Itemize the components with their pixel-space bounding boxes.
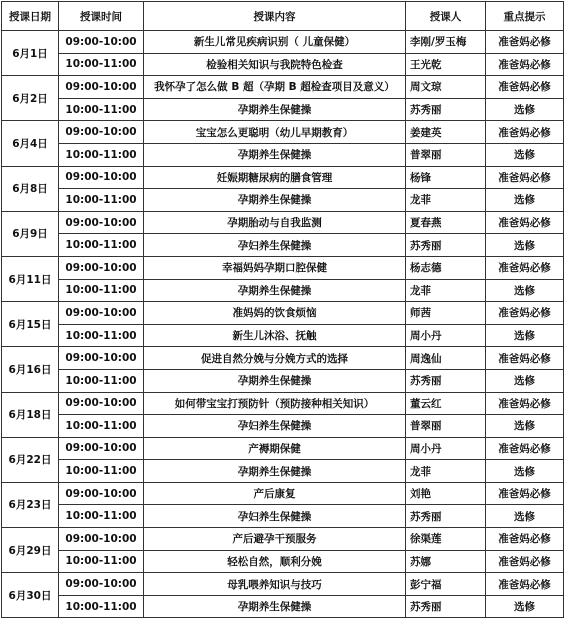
lecturer-cell: 徐渠莲 xyxy=(406,528,486,551)
table-row xyxy=(2,31,564,54)
topic-cell: 孕期养生保健操 xyxy=(144,143,406,166)
tag-cell: 准爸妈必修 xyxy=(486,121,564,144)
lecturer-cell: 苏秀丽 xyxy=(406,505,486,528)
lecturer-cell: 周小丹 xyxy=(406,437,486,460)
lecturer-cell: 周小丹 xyxy=(406,324,486,347)
date-cell: 6月11日 xyxy=(2,256,59,301)
tag-cell: 准爸妈必修 xyxy=(486,53,564,76)
topic-cell: 产褥期保健 xyxy=(144,437,406,460)
time-cell: 10:00-11:00 xyxy=(59,595,144,618)
time-cell: 10:00-11:00 xyxy=(59,550,144,573)
topic-cell: 孕期胎动与自我监测 xyxy=(144,211,406,234)
topic-cell: 孕期养生保健操 xyxy=(144,369,406,392)
date-cell: 6月4日 xyxy=(2,121,59,166)
lecturer-cell: 周文琼 xyxy=(406,76,486,99)
table-row xyxy=(2,143,564,166)
schedule-table xyxy=(1,1,564,618)
table-row xyxy=(2,595,564,618)
time-cell: 09:00-10:00 xyxy=(59,347,144,370)
table-row xyxy=(2,369,564,392)
header-topic: 授课内容 xyxy=(144,2,406,31)
tag-cell: 选修 xyxy=(486,279,564,302)
table-row xyxy=(2,166,564,189)
header-tag: 重点提示 xyxy=(486,2,564,31)
time-cell: 09:00-10:00 xyxy=(59,166,144,189)
tag-cell: 准爸妈必修 xyxy=(486,302,564,325)
date-cell: 6月2日 xyxy=(2,76,59,121)
header-time: 授课时间 xyxy=(59,2,144,31)
tag-cell: 准爸妈必修 xyxy=(486,573,564,596)
table-row xyxy=(2,302,564,325)
time-cell: 10:00-11:00 xyxy=(59,460,144,483)
table-row xyxy=(2,211,564,234)
date-cell: 6月16日 xyxy=(2,347,59,392)
topic-cell: 孕期养生保健操 xyxy=(144,98,406,121)
date-cell: 6月29日 xyxy=(2,528,59,573)
table-row xyxy=(2,234,564,257)
table-row xyxy=(2,189,564,212)
lecturer-cell: 王光乾 xyxy=(406,53,486,76)
date-cell: 6月9日 xyxy=(2,211,59,256)
lecturer-cell: 普翠丽 xyxy=(406,143,486,166)
time-cell: 09:00-10:00 xyxy=(59,482,144,505)
time-cell: 09:00-10:00 xyxy=(59,437,144,460)
time-cell: 09:00-10:00 xyxy=(59,302,144,325)
time-cell: 09:00-10:00 xyxy=(59,31,144,54)
date-cell: 6月22日 xyxy=(2,437,59,482)
time-cell: 09:00-10:00 xyxy=(59,211,144,234)
lecturer-cell: 师茜 xyxy=(406,302,486,325)
table-row xyxy=(2,460,564,483)
topic-cell: 孕妇养生保健操 xyxy=(144,415,406,438)
time-cell: 10:00-11:00 xyxy=(59,143,144,166)
tag-cell: 准爸妈必修 xyxy=(486,528,564,551)
header-row xyxy=(2,2,564,31)
lecturer-cell: 苏秀丽 xyxy=(406,234,486,257)
table-row xyxy=(2,256,564,279)
topic-cell: 孕期养生保健操 xyxy=(144,189,406,212)
topic-cell: 宝宝怎么更聪明（幼儿早期教育） xyxy=(144,121,406,144)
topic-cell: 检验相关知识与我院特色检查 xyxy=(144,53,406,76)
tag-cell: 选修 xyxy=(486,98,564,121)
time-cell: 09:00-10:00 xyxy=(59,573,144,596)
lecturer-cell: 李刚/罗玉梅 xyxy=(406,31,486,54)
lecturer-cell: 龙菲 xyxy=(406,189,486,212)
schedule-page xyxy=(0,1,564,636)
topic-cell: 准妈妈的饮食烦恼 xyxy=(144,302,406,325)
tag-cell: 选修 xyxy=(486,415,564,438)
topic-cell: 孕妇养生保健操 xyxy=(144,505,406,528)
table-row xyxy=(2,76,564,99)
lecturer-cell: 普翠丽 xyxy=(406,415,486,438)
date-cell: 6月15日 xyxy=(2,302,59,347)
tag-cell: 选修 xyxy=(486,143,564,166)
table-row xyxy=(2,53,564,76)
lecturer-cell: 苏秀丽 xyxy=(406,595,486,618)
table-row xyxy=(2,415,564,438)
topic-cell: 母乳喂养知识与技巧 xyxy=(144,573,406,596)
table-row xyxy=(2,482,564,505)
header-lecturer: 授课人 xyxy=(406,2,486,31)
lecturer-cell: 苏秀丽 xyxy=(406,369,486,392)
tag-cell: 准爸妈必修 xyxy=(486,256,564,279)
lecturer-cell: 杨志德 xyxy=(406,256,486,279)
tag-cell: 准爸妈必修 xyxy=(486,392,564,415)
time-cell: 10:00-11:00 xyxy=(59,189,144,212)
table-row xyxy=(2,98,564,121)
topic-cell: 轻松自然，顺利分娩 xyxy=(144,550,406,573)
table-row xyxy=(2,347,564,370)
table-row xyxy=(2,528,564,551)
lecturer-cell: 杨锋 xyxy=(406,166,486,189)
tag-cell: 准爸妈必修 xyxy=(486,31,564,54)
date-cell: 6月23日 xyxy=(2,482,59,527)
topic-cell: 促进自然分娩与分娩方式的选择 xyxy=(144,347,406,370)
time-cell: 09:00-10:00 xyxy=(59,256,144,279)
time-cell: 10:00-11:00 xyxy=(59,279,144,302)
table-row xyxy=(2,324,564,347)
lecturer-cell: 刘艳 xyxy=(406,482,486,505)
topic-cell: 产后避孕干预服务 xyxy=(144,528,406,551)
time-cell: 10:00-11:00 xyxy=(59,324,144,347)
lecturer-cell: 苏娜 xyxy=(406,550,486,573)
time-cell: 10:00-11:00 xyxy=(59,369,144,392)
time-cell: 09:00-10:00 xyxy=(59,528,144,551)
topic-cell: 幸福妈妈孕期口腔保健 xyxy=(144,256,406,279)
lecturer-cell: 周逸仙 xyxy=(406,347,486,370)
schedule-body xyxy=(2,31,564,618)
tag-cell: 准爸妈必修 xyxy=(486,166,564,189)
table-row xyxy=(2,121,564,144)
tag-cell: 准爸妈必修 xyxy=(486,347,564,370)
date-cell: 6月30日 xyxy=(2,573,59,618)
lecturer-cell: 姜建英 xyxy=(406,121,486,144)
topic-cell: 产后康复 xyxy=(144,482,406,505)
date-cell: 6月18日 xyxy=(2,392,59,437)
tag-cell: 准爸妈必修 xyxy=(486,437,564,460)
tag-cell: 选修 xyxy=(486,369,564,392)
lecturer-cell: 夏春燕 xyxy=(406,211,486,234)
lecturer-cell: 苏秀丽 xyxy=(406,98,486,121)
time-cell: 10:00-11:00 xyxy=(59,415,144,438)
topic-cell: 新生儿沐浴、抚触 xyxy=(144,324,406,347)
lecturer-cell: 龙菲 xyxy=(406,460,486,483)
tag-cell: 准爸妈必修 xyxy=(486,211,564,234)
topic-cell: 妊娠期糖尿病的膳食管理 xyxy=(144,166,406,189)
table-row xyxy=(2,573,564,596)
lecturer-cell: 董云红 xyxy=(406,392,486,415)
time-cell: 10:00-11:00 xyxy=(59,98,144,121)
table-row xyxy=(2,279,564,302)
time-cell: 10:00-11:00 xyxy=(59,53,144,76)
tag-cell: 选修 xyxy=(486,460,564,483)
topic-cell: 新生儿常见疾病识别（ 儿童保健） xyxy=(144,31,406,54)
topic-cell: 孕期养生保健操 xyxy=(144,279,406,302)
table-row xyxy=(2,550,564,573)
lecturer-cell: 龙菲 xyxy=(406,279,486,302)
topic-cell: 孕期养生保健操 xyxy=(144,595,406,618)
topic-cell: 孕妇养生保健操 xyxy=(144,234,406,257)
header-date: 授课日期 xyxy=(2,2,59,31)
tag-cell: 选修 xyxy=(486,324,564,347)
tag-cell: 准爸妈必修 xyxy=(486,76,564,99)
topic-cell: 孕期养生保健操 xyxy=(144,460,406,483)
time-cell: 09:00-10:00 xyxy=(59,121,144,144)
date-cell: 6月1日 xyxy=(2,31,59,76)
table-row xyxy=(2,505,564,528)
date-cell: 6月8日 xyxy=(2,166,59,211)
table-row xyxy=(2,392,564,415)
topic-cell: 我怀孕了怎么做 B 超（孕期 B 超检查项目及意义） xyxy=(144,76,406,99)
tag-cell: 准爸妈必修 xyxy=(486,550,564,573)
lecturer-cell: 彭宁福 xyxy=(406,573,486,596)
time-cell: 09:00-10:00 xyxy=(59,392,144,415)
table-row xyxy=(2,437,564,460)
tag-cell: 选修 xyxy=(486,189,564,212)
tag-cell: 选修 xyxy=(486,234,564,257)
time-cell: 09:00-10:00 xyxy=(59,76,144,99)
tag-cell: 选修 xyxy=(486,595,564,618)
topic-cell: 如何带宝宝打预防针（预防接种相关知识） xyxy=(144,392,406,415)
time-cell: 10:00-11:00 xyxy=(59,234,144,257)
tag-cell: 准爸妈必修 xyxy=(486,482,564,505)
time-cell: 10:00-11:00 xyxy=(59,505,144,528)
tag-cell: 选修 xyxy=(486,505,564,528)
